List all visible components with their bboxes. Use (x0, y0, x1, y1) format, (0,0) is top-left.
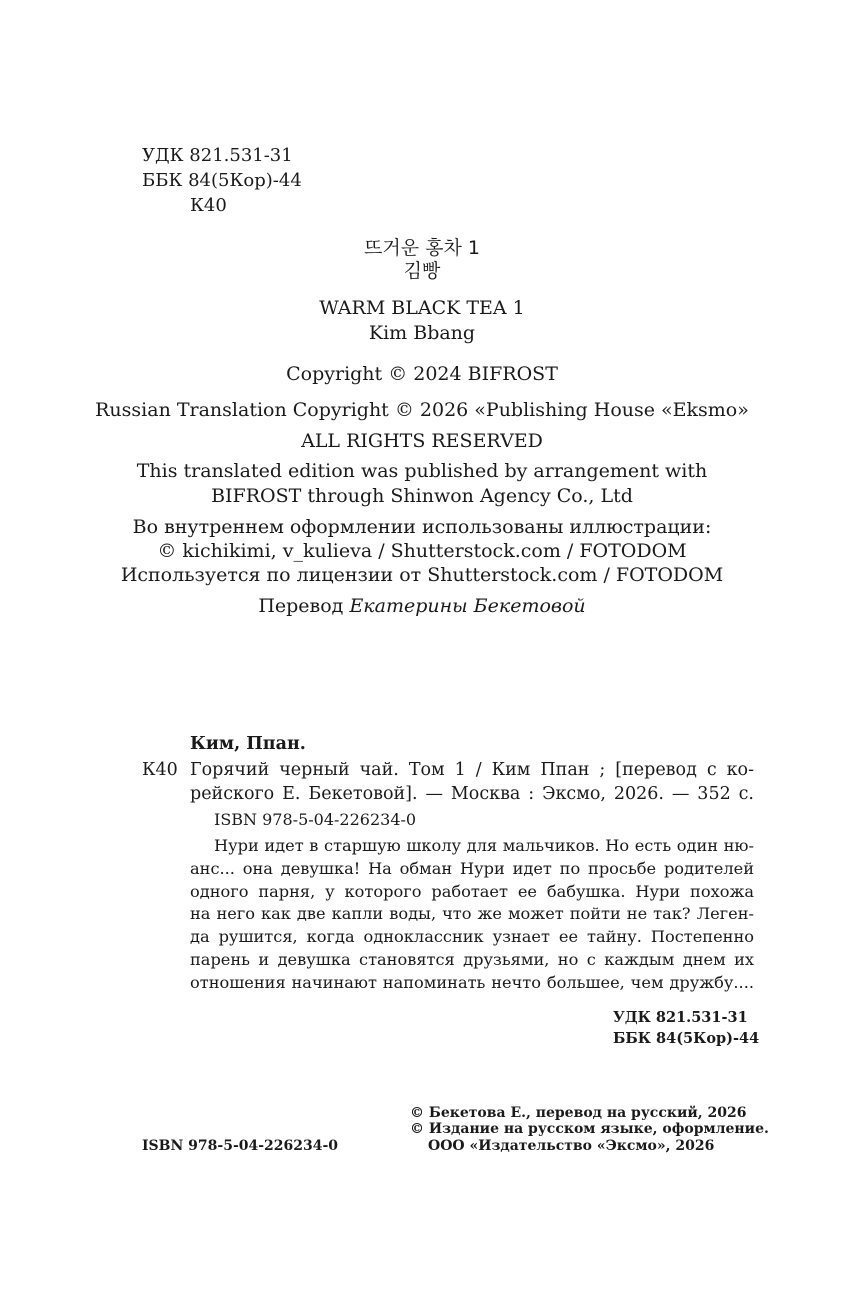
catalog-isbn: ISBN 978-5-04-226234-0 (214, 810, 417, 829)
annotation-line: на него как две капли воды, что же может пойти не так? Леген- (190, 904, 754, 923)
illustrations-line-2: © kichikimi, v_kulieva / Shutterstock.com / FOTODOM (157, 540, 687, 562)
footer-copyright-translation: © Бекетова Е., перевод на русский, 2026 (410, 1105, 747, 1121)
catalog-bbk: ББК 84(5Кор)-44 (613, 1030, 760, 1047)
footer-copyright-edition: © Издание на русском языке, оформление. (410, 1121, 769, 1137)
copyright-line: Copyright © 2024 BIFROST (286, 363, 558, 385)
annotation-line: парень и девушка становятся друзьями, но с каждым днем их (190, 950, 754, 969)
annotation-line: Нури идет в старшую школу для мальчиков. Но есть один ню- (214, 836, 754, 855)
english-author: Kim Bbang (368, 322, 476, 344)
arrangement-line-1: This translated edition was published by arrangement with (136, 460, 708, 482)
arrangement-line-2: BIFROST through Shinwon Agency Co., Ltd (211, 485, 633, 507)
catalog-description-line-1: Горячий черный чай. Том 1 / Ким Ппан ; [перевод с ко- (190, 760, 754, 780)
footer-publisher: ООО «Издательство «Эксмо», 2026 (428, 1138, 715, 1154)
all-rights-reserved: ALL RIGHTS RESERVED (301, 430, 543, 452)
annotation-line: отношения начинают напоминать нечто большее, чем дружбу.... (190, 973, 754, 992)
illustrations-line-1: Во внутреннем оформлении использованы иллюстрации: (132, 516, 712, 538)
english-title: WARM BLACK TEA 1 (319, 297, 525, 319)
translator-credit (0, 594, 844, 619)
translator-prefix: Перевод (258, 595, 344, 617)
catalog-author-heading: Ким, Ппан. (190, 734, 306, 754)
translation-copyright: Russian Translation Copyright © 2026 «Publishing House «Eksmo» (95, 399, 749, 421)
license-line: Используется по лицензии от Shutterstock.com / FOTODOM (120, 564, 724, 586)
translator-name: Екатерины Бекетовой (349, 595, 586, 617)
annotation-line: да рушится, когда одноклассник узнает ее тайну. Постепенно (190, 927, 754, 946)
author-index: К40 (190, 195, 227, 216)
udk-code: УДК 821.531-31 (142, 145, 293, 166)
bbk-code: ББК 84(5Кор)-44 (142, 170, 302, 191)
korean-author: 김빵 (403, 260, 441, 282)
annotation-line: одного парня, у которого работает ее бабушка. Нури похожа (190, 882, 754, 901)
korean-title: 뜨거운 홍차 1 (364, 237, 480, 259)
footer-isbn: ISBN 978-5-04-226234-0 (142, 1138, 339, 1154)
catalog-index: К40 (142, 760, 178, 780)
catalog-description-line-2: рейского Е. Бекетовой]. — Москва : Эксмо, 2026. — 352 с. (190, 784, 754, 804)
catalog-udk: УДК 821.531-31 (613, 1009, 748, 1026)
annotation-line: анс... она девушка! На обман Нури идет по просьбе родителей (190, 859, 754, 878)
